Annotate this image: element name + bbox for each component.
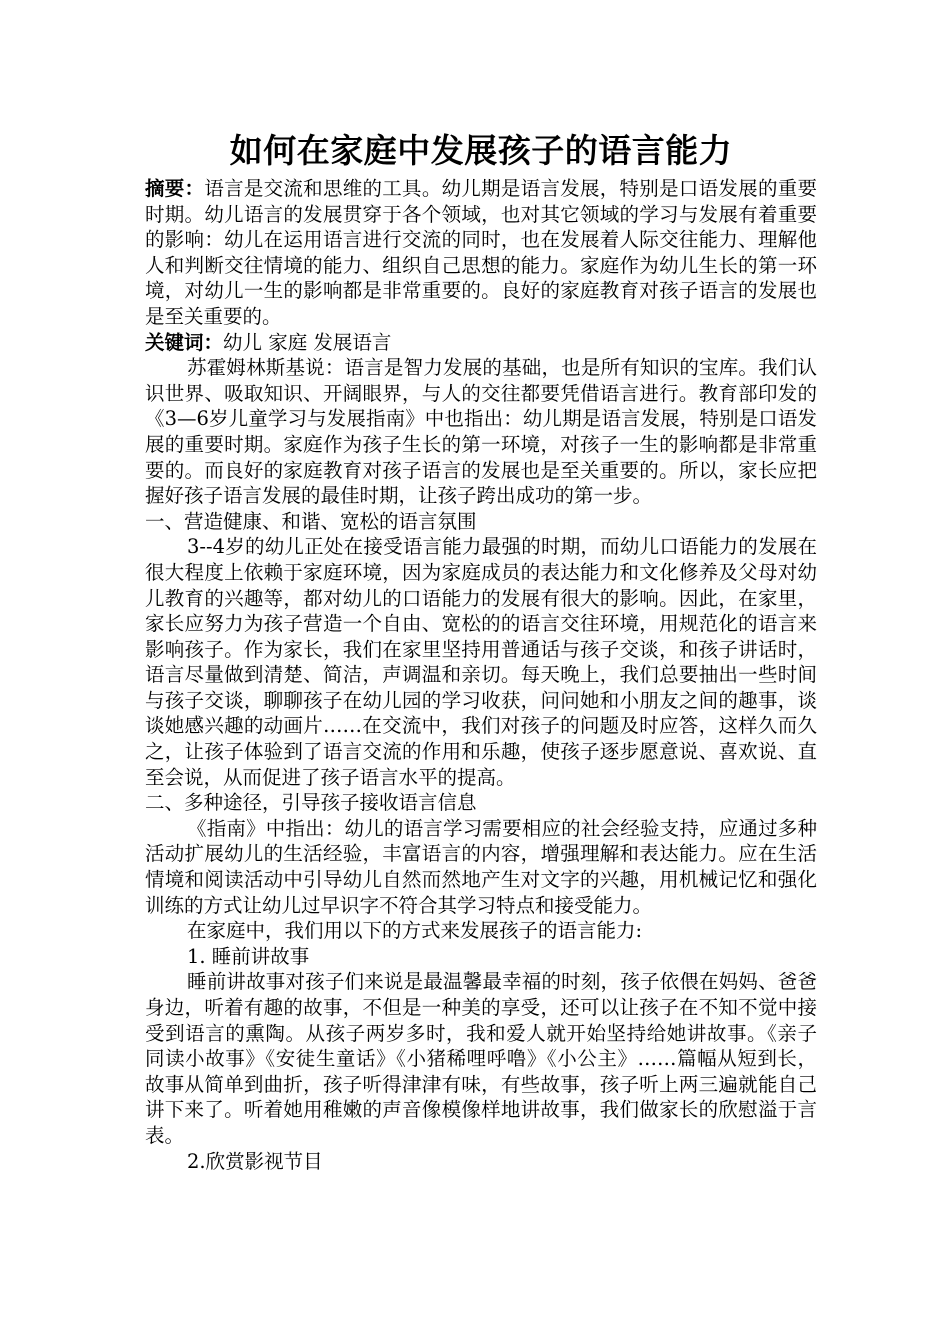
section2-lead: 在家庭中，我们用以下的方式来发展孩子的语言能力: (187, 919, 643, 943)
abstract-text: 语言是交流和思维的工具。幼儿期是语言发展，特别是口语发展的重要时期。幼儿语言的发展贯穿于各个领域，也对其它领域的学习与发展有着重要的影响：幼儿在运用语言进行交流的同时，也在发展着人际交往能力、理解他人和判断交往情境的能力、组织自己思想的能力。家庭作为幼儿生长的第一环境，对幼儿一生的影响都是非常重要的。良好的家庭教育对孩子语言的发展也是至关重要的。 (145, 177, 817, 328)
section1-paragraph: 3--4岁的幼儿正处在接受语言能力最强的时期，而幼儿口语能力的发展在很大程度上依赖于家庭环境，因为家庭成员的表达能力和文化修养及父母对幼儿教育的兴趣等，都对幼儿的口语能力的发展有很大的影响。因此，在家里，家长应努力为孩子营造一个自由、宽松的的语言交往环境，用规范化的语言来影响孩子。作为家长，我们在家里坚持用普通话与孩子交谈，和孩子讲话时，语言尽量做到清楚、简洁，声调温和亲切。每天晚上，我们总要抽出一些时间与孩子交谈，聊聊孩子在幼儿园的学习收获，问问她和小朋友之间的趣事，谈谈她感兴趣的动画片……在交流中，我们对孩子的问题及时应答，这样久而久之，让孩子体验到了语言交流的作用和乐趣，使孩子逐步愿意说、喜欢说、直至会说，从而促进了孩子语言水平的提高。 (145, 535, 817, 789)
item1-paragraph: 睡前讲故事对孩子们来说是最温馨最幸福的时刻，孩子依偎在妈妈、爸爸身边，听着有趣的故事，不但是一种美的享受，还可以让孩子在不知不觉中接受到语言的熏陶。从孩子两岁多时，我和爱人就开始坚持给她讲故事。《亲子同读小故事》《安徒生童话》《小猪稀哩呼噜》《小公主》……篇幅从短到长，故事从简单到曲折，孩子听得津津有味，有些故事，孩子听上两三遍就能自己讲下来了。听着她用稚嫩的声音像模像样地讲故事，我们做家长的欣慰溢于言表。 (145, 970, 817, 1147)
section1-heading: 一、营造健康、和谐、宽松的语言氛围 (145, 509, 477, 533)
document-title: 如何在家庭中发展孩子的语言能力 (229, 131, 733, 170)
item2-heading: 2.欣赏影视节目 (187, 1149, 323, 1173)
keywords-paragraph (145, 330, 817, 356)
abstract-paragraph (145, 176, 817, 330)
section2-heading: 二、多种途径，引导孩子接收语言信息 (145, 791, 477, 815)
section2-paragraph: 《指南》中指出：幼儿的语言学习需要相应的社会经验支持，应通过多种活动扩展幼儿的生活经验，丰富语言的内容，增强理解和表达能力。应在生活情境和阅读活动中引导幼儿自然而然地产生对文字的兴趣，用机械记忆和强化训练的方式让幼儿过早识字不符合其学习特点和接受能力。 (145, 816, 817, 917)
document-body (145, 128, 817, 1174)
item1-heading: 1. 睡前讲故事 (187, 944, 310, 968)
keywords-label: 关键词： (145, 330, 224, 354)
intro-paragraph: 苏霍姆林斯基说：语言是智力发展的基础，也是所有知识的宝库。我们认识世界、吸取知识、开阔眼界，与人的交往都要凭借语言进行。教育部印发的《3—6岁儿童学习与发展指南》中也指出：幼儿期是语言发展，特别是口语发展的重要时期。家庭作为孩子生长的第一环境，对孩子一生的影响都是非常重要的。而良好的家庭教育对孩子语言的发展也是至关重要的。所以，家长应把握好孩子语言发展的最佳时期，让孩子跨出成功的第一步。 (145, 356, 817, 508)
abstract-label: 摘要： (145, 177, 205, 200)
keywords-text: 幼儿 家庭 发展语言 (223, 330, 392, 354)
